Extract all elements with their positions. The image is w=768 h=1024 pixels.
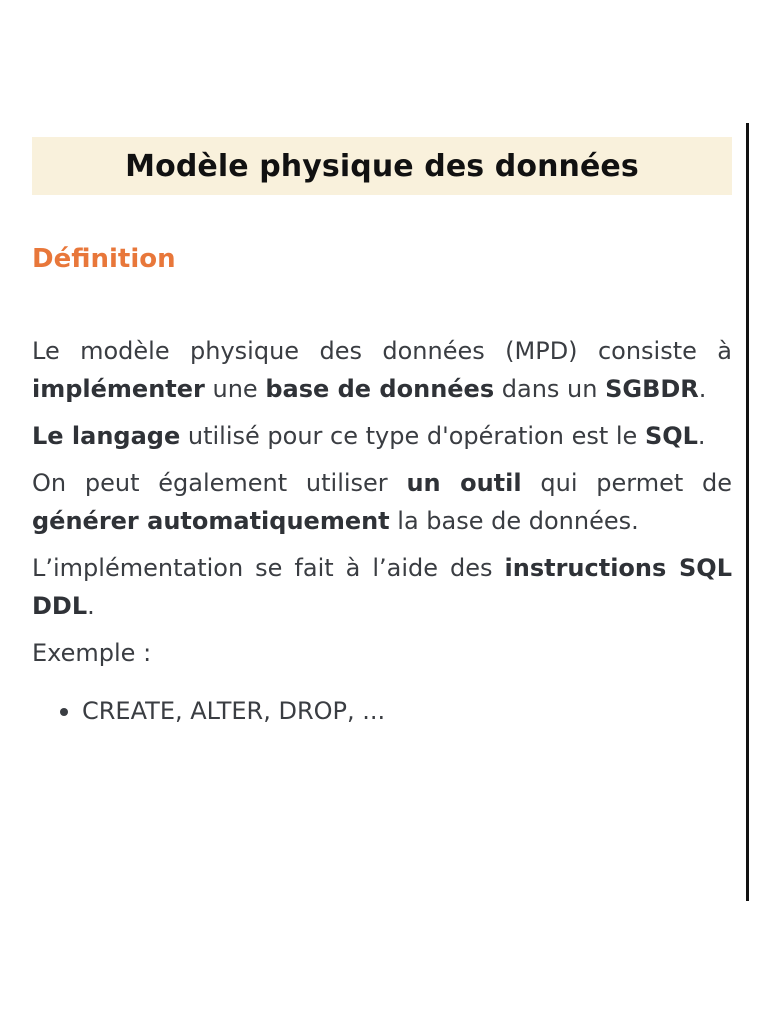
- text-span: dans un: [494, 375, 606, 403]
- text-span: L’implémentation se fait à l’aide des: [32, 554, 505, 582]
- emphasis-base-de-donnees: base de données: [265, 375, 495, 403]
- page-title: Modèle physique des données: [125, 148, 639, 184]
- example-list: [32, 692, 732, 730]
- emphasis-un-outil: un outil: [406, 469, 522, 497]
- emphasis-sql: SQL: [644, 422, 698, 450]
- example-label: Exemple :: [32, 639, 152, 667]
- emphasis-sgbdr: SGBDR: [605, 375, 699, 403]
- text-span: On peut également utiliser: [32, 469, 407, 497]
- text-span: Le modèle physique des données (MPD) consiste à: [32, 337, 732, 365]
- paragraph-implementation: [32, 549, 732, 625]
- emphasis-implementer: implémenter: [32, 375, 205, 403]
- bullet-icon: [60, 708, 68, 716]
- text-span: .: [697, 422, 706, 450]
- text-span: la base de données.: [389, 507, 639, 535]
- emphasis-instructions-sql-ddl: instructions SQL DDL: [32, 554, 732, 620]
- text-span: une: [204, 375, 266, 403]
- text-span: .: [87, 592, 95, 620]
- section-heading-definition: Définition: [32, 244, 176, 274]
- paragraph-mpd-definition: [32, 332, 732, 408]
- text-span: .: [698, 375, 707, 403]
- definition-content: [32, 332, 732, 730]
- title-banner: [32, 137, 732, 195]
- emphasis-le-langage: Le langage: [32, 422, 181, 450]
- text-span: qui permet de: [521, 469, 733, 497]
- paragraph-langage: [32, 417, 732, 455]
- list-item-text: CREATE, ALTER, DROP, ...: [82, 697, 386, 725]
- right-border-rule: [746, 123, 749, 901]
- list-item: [56, 692, 732, 730]
- paragraph-outil: [32, 464, 732, 540]
- emphasis-generer-automatiquement: générer automatiquement: [32, 507, 390, 535]
- text-span: utilisé pour ce type d'opération est le: [180, 422, 645, 450]
